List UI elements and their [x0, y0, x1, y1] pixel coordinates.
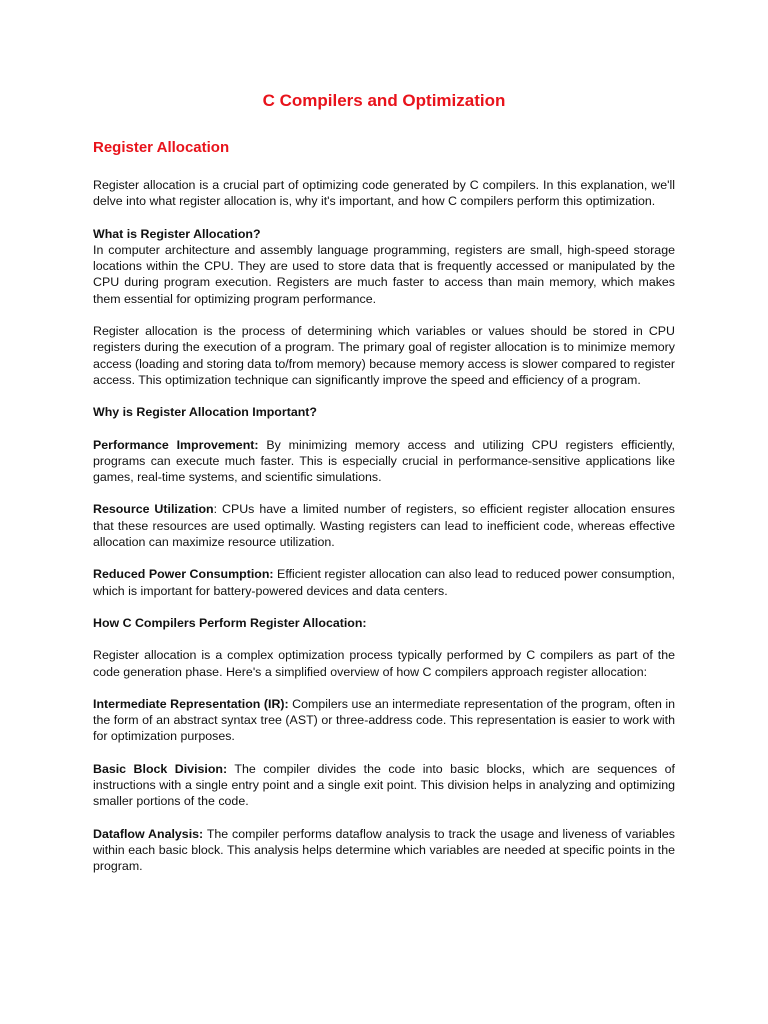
how-item-text: Compilers use an intermediate representation of the program, often in the form of an abstract syntax tree (AST) or three-address code. This representation is easier to work with for optimization purposes. [93, 696, 675, 744]
what-is-paragraph-2: Register allocation is the process of determining which variables or values should be stored in CPU registers during the execution of a program. The primary goal of register allocation is to minimize memory access (loading and storing data to/from memory) because memory access is slower compared to register access. This optimization technique can significantly improve the speed and efficiency of a program. [93, 324, 675, 387]
what-is-heading: What is Register Allocation? [93, 226, 261, 241]
how-item-dataflow [93, 826, 675, 875]
document-title: C Compilers and Optimization [262, 91, 506, 110]
section-heading-register-allocation: Register Allocation [93, 139, 230, 156]
what-is-paragraph-1: In computer architecture and assembly language programming, registers are small, high-speed storage locations within the CPU. They are used to store data that is frequently accessed or manipulated by the CPU during program execution. Registers are much faster to access than main memory, which makes them essential for optimizing program performance. [93, 242, 675, 306]
why-item-text: : CPUs have a limited number of registers, so efficient register allocation ensures that these resources are used optimally. Wasting registers can lead to inefficient code, whereas effective allocation can maximize resource utilization. [93, 502, 675, 550]
how-item-ir [93, 696, 675, 745]
how-item-text: The compiler performs dataflow analysis to track the usage and liveness of variables within each basic block. This analysis helps determine which variables are needed at specific points in the program. [93, 826, 675, 874]
document-body [93, 90, 675, 891]
why-item-term: Resource Utilization [93, 502, 214, 517]
intro-paragraph: Register allocation is a crucial part of optimizing code generated by C compilers. In this explanation, we'll delve into what register allocation is, why it's important, and how C compilers perform this optimization. [93, 178, 675, 209]
how-perform-heading: How C Compilers Perform Register Allocation: [93, 615, 367, 630]
how-item-basic-block [93, 761, 675, 810]
why-item-text: By minimizing memory access and utilizing CPU registers efficiently, programs can execute much faster. This is especially crucial in performance-sensitive applications like games, real-time systems, and scientific simulations. [93, 437, 675, 485]
why-important-heading: Why is Register Allocation Important? [93, 405, 317, 420]
how-item-term: Basic Block Division: [93, 761, 228, 776]
why-item-resource [93, 501, 675, 550]
why-item-power [93, 566, 675, 599]
why-item-term: Performance Improvement: [93, 437, 259, 452]
how-item-text: The compiler divides the code into basic blocks, which are sequences of instructions with a single entry point and a single exit point. This division helps in analyzing and optimizing smaller portions of the code. [93, 761, 675, 809]
why-item-performance [93, 437, 675, 486]
how-perform-intro: Register allocation is a complex optimization process typically performed by C compilers as part of the code generation phase. Here's a simplified overview of how C compilers approach register allocation: [93, 648, 675, 679]
why-item-term: Reduced Power Consumption: [93, 567, 274, 582]
why-item-text: Efficient register allocation can also lead to reduced power consumption, which is important for battery-powered devices and data centers. [93, 567, 675, 598]
how-item-term: Intermediate Representation (IR): [93, 696, 289, 711]
how-item-term: Dataflow Analysis: [93, 826, 204, 841]
